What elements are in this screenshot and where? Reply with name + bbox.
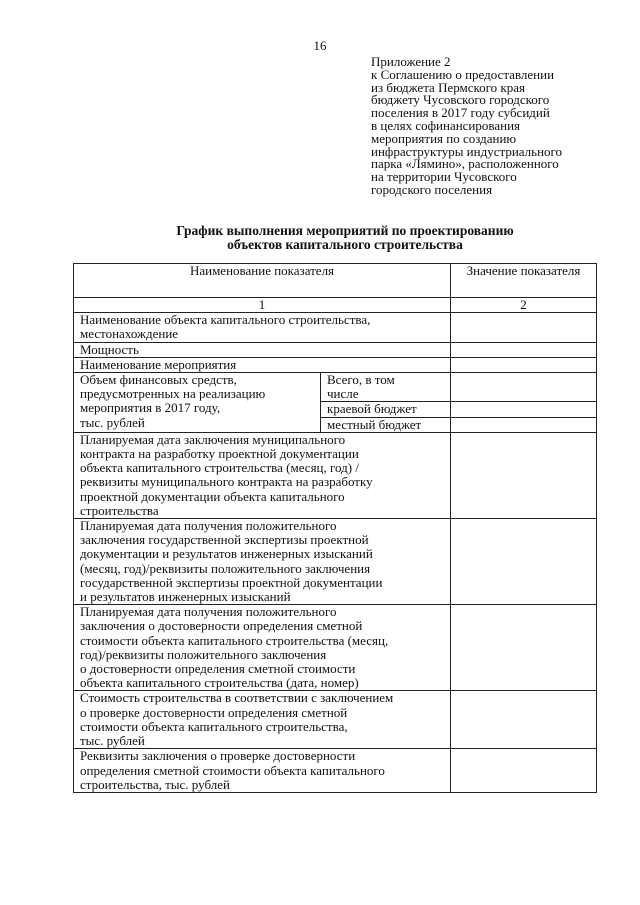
table-row [74, 432, 597, 518]
row-label-line: и результатов инженерных изысканий [80, 589, 291, 605]
appendix-line: парка «Лямино», расположенного [371, 156, 559, 172]
appendix-line: мероприятия по созданию [371, 130, 517, 146]
row-label-line: государственной экспертизы проектной документации [80, 574, 383, 590]
row-label-line: Мощность [80, 341, 139, 357]
row-label-line: о проверке достоверности определения сметной [80, 704, 348, 720]
row-label-line: Планируемая дата заключения муниципального [80, 431, 346, 447]
finance-sub-label [321, 417, 451, 432]
appendix-line: городского поселения [371, 181, 493, 197]
row-label-line: определения сметной стоимости объекта капитального [80, 762, 385, 778]
row-label-line: Планируемая дата получения положительного [80, 604, 337, 620]
row-label-line: объекта капитального строительства (месяц, год) / [80, 460, 359, 476]
table-row [74, 749, 597, 793]
row-label-line: строительства [80, 502, 159, 518]
row-label [74, 342, 451, 357]
finance-label [74, 373, 321, 433]
title-line: График выполнения мероприятий по проектированию [176, 223, 514, 238]
row-label-line: местонахождение [80, 326, 179, 342]
row-label-line: заключения о достоверности определения сметной [80, 618, 363, 634]
row-label-line: мероприятия в 2017 году, [80, 400, 221, 416]
row-label-line: Наименование объекта капитального строительства, [80, 312, 371, 328]
row-label-line: реквизиты муниципального контракта на разработку [80, 474, 373, 490]
row-label-line: стоимости объекта капитального строительства, [80, 718, 348, 734]
header-indicator-name: Наименование показателя [74, 264, 451, 298]
document-title [100, 224, 590, 252]
row-label-line: о достоверности определения сметной стоимости [80, 661, 356, 677]
column-number: 2 [451, 298, 597, 313]
row-value [451, 417, 597, 432]
appendix-line: инфраструктуры индустриального [371, 143, 563, 159]
row-label [74, 605, 451, 691]
row-value [451, 605, 597, 691]
row-value [451, 519, 597, 605]
appendix-line: к Соглашению о предоставлении [371, 66, 555, 82]
row-label [74, 432, 451, 518]
row-label-line: Наименование мероприятия [80, 356, 237, 372]
row-value [451, 402, 597, 417]
row-label-line: строительства, тыс. рублей [80, 776, 230, 792]
table-row [74, 691, 597, 749]
table-row [74, 519, 597, 605]
column-number: 1 [74, 298, 451, 313]
title-line: объектов капитального строительства [227, 237, 463, 252]
row-label [74, 749, 451, 793]
page-number: 16 [313, 38, 327, 53]
row-label-line: краевой бюджет [327, 401, 417, 417]
row-label-line: Планируемая дата получения положительного [80, 518, 337, 534]
table-row [74, 313, 597, 342]
row-label-line: документации и результатов инженерных изысканий [80, 546, 373, 562]
row-label-line: стоимости объекта капитального строительства (месяц, [80, 632, 389, 648]
table-row [74, 373, 597, 402]
row-label-line: проектной документации объекта капитального [80, 488, 345, 504]
row-label-line: Реквизиты заключения о проверке достоверности [80, 748, 356, 764]
finance-sub-label [321, 402, 451, 417]
row-value [451, 357, 597, 372]
row-label [74, 691, 451, 749]
appendix-line: бюджету Чусовского городского [371, 92, 550, 108]
appendix-line: поселения в 2017 году субсидий [371, 105, 550, 121]
appendix-line: на территории Чусовского [371, 169, 517, 185]
row-label-line: местный бюджет [327, 416, 422, 432]
schedule-table [73, 263, 597, 793]
row-label-line: год)/реквизиты положительного заключения [80, 646, 327, 662]
row-label-line: предусмотренных на реализацию [80, 386, 266, 402]
appendix-line: из бюджета Пермского края [371, 79, 526, 95]
row-value [451, 691, 597, 749]
row-label-line: тыс. рублей [80, 414, 145, 430]
table-row [74, 342, 597, 357]
row-value [451, 342, 597, 357]
appendix-line: Приложение 2 [371, 54, 451, 69]
row-label-line: Всего, в том [327, 372, 395, 388]
row-label-line: Объем финансовых средств, [80, 372, 237, 388]
row-value [451, 749, 597, 793]
row-label-line: объекта капитального строительства (дата, номер) [80, 675, 359, 691]
row-label-line: (месяц, год)/реквизиты положительного заключения [80, 560, 371, 576]
row-label [74, 313, 451, 342]
appendix-note [371, 56, 611, 197]
row-value [451, 432, 597, 518]
table-numbering-row [74, 298, 597, 313]
row-value [451, 373, 597, 402]
appendix-line: в целях софинансирования [371, 117, 521, 133]
row-label [74, 357, 451, 372]
table-header-row [74, 264, 597, 298]
row-value [451, 313, 597, 342]
table-row [74, 605, 597, 691]
row-label-line: тыс. рублей [80, 733, 145, 749]
header-indicator-value: Значение показателя [451, 264, 597, 298]
row-label-line: контракта на разработку проектной документации [80, 446, 359, 462]
row-label [74, 519, 451, 605]
row-label-line: числе [327, 386, 359, 402]
row-label-line: Стоимость строительства в соответствии с заключением [80, 690, 394, 706]
table-row [74, 357, 597, 372]
finance-sub-label [321, 373, 451, 402]
row-label-line: заключения государственной экспертизы проектной [80, 532, 369, 548]
